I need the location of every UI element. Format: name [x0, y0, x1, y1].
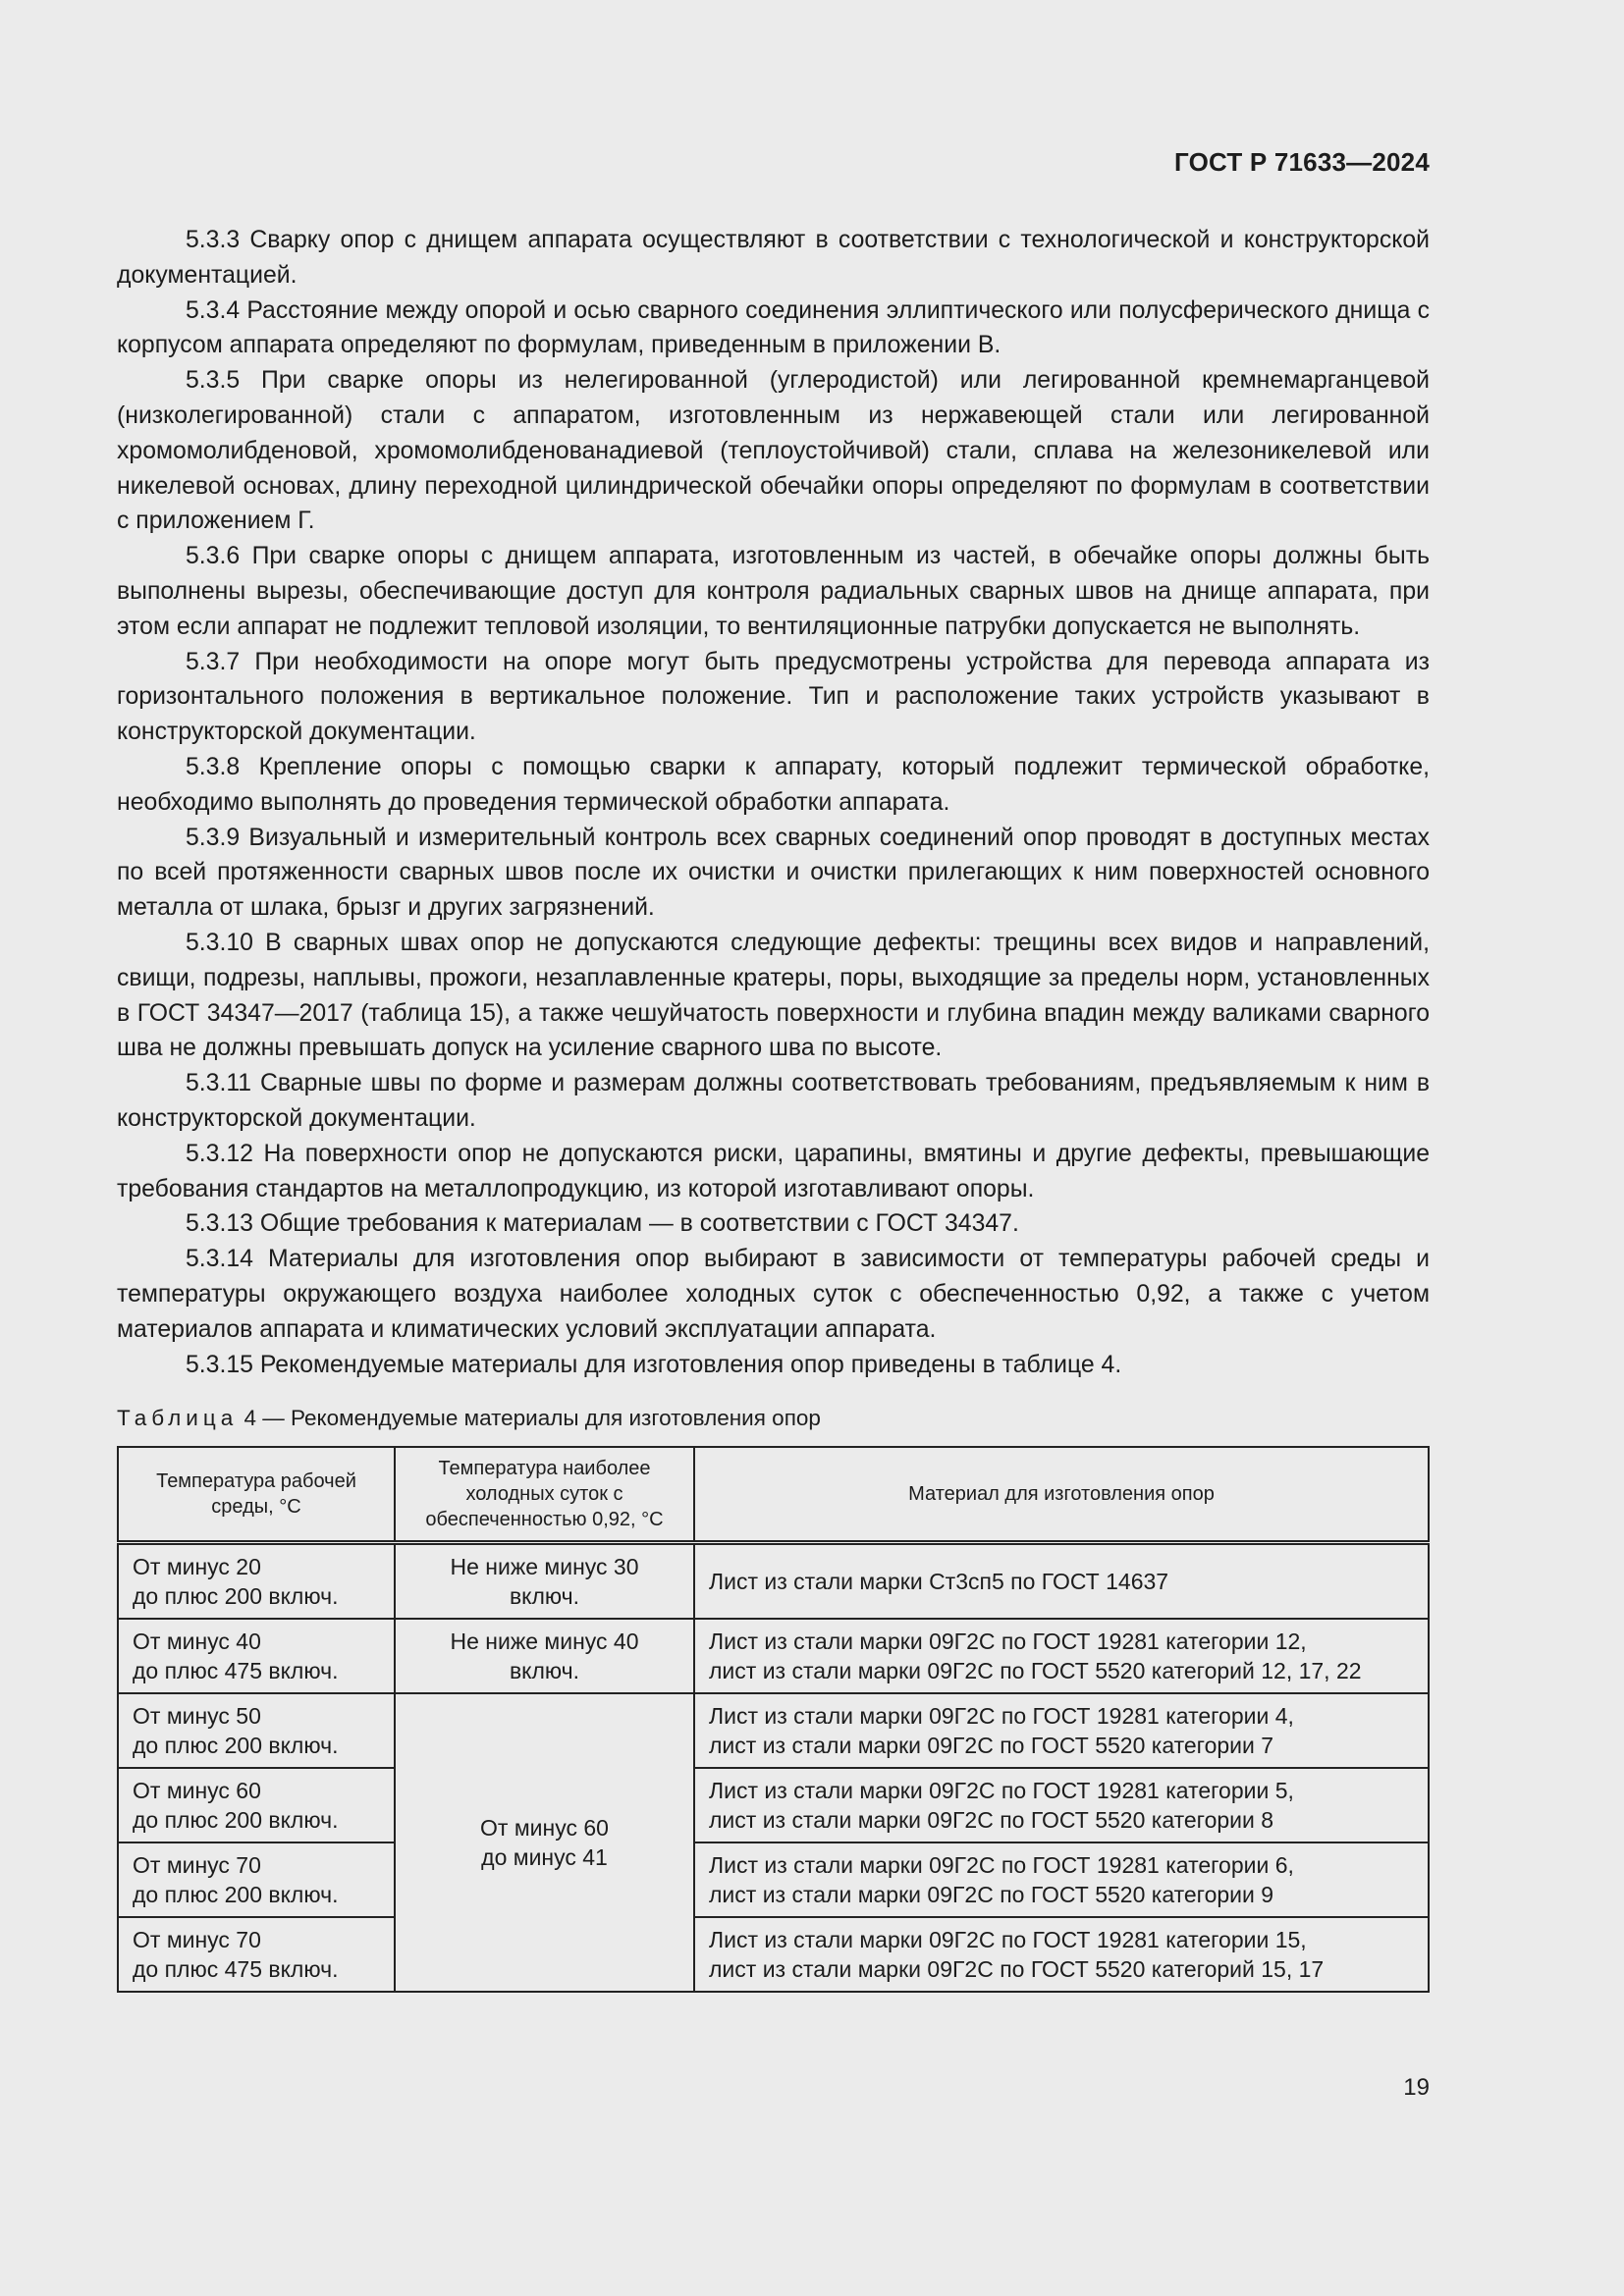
- cell-line: Лист из стали марки 09Г2С по ГОСТ 19281 категории 4,: [709, 1703, 1294, 1730]
- cell-line: до плюс 200 включ.: [133, 1583, 339, 1610]
- cell-material: [694, 1693, 1429, 1768]
- paragraph-5-3-14: 5.3.14 Материалы для изготовления опор выбирают в зависимости от температуры рабочей среды и температуры окружающего воздуха наиболее холодных суток с обеспеченностью 0,92, а также с учетом материалов аппарата и климатических условий эксплуатации аппарата.: [117, 1246, 1430, 1343]
- table-header-row: [118, 1447, 1429, 1543]
- cell-line: до минус 41: [481, 1844, 608, 1871]
- table-row: [118, 1543, 1429, 1620]
- cell-line: Лист из стали марки Ст3сп5 по ГОСТ 14637: [709, 1569, 1169, 1595]
- cell-working-temp: [118, 1693, 395, 1768]
- paragraph-5-3-8: 5.3.8 Крепление опоры с помощью сварки к аппарату, который подлежит термической обработке, необходимо выполнять до проведения термической обработки аппарата.: [117, 753, 1430, 816]
- cell-line: От минус 70: [133, 1852, 261, 1879]
- cell-material: [694, 1917, 1429, 1992]
- cell-working-temp: [118, 1619, 395, 1693]
- table-caption-title: 4 — Рекомендуемые материалы для изготовления опор: [238, 1406, 821, 1431]
- header-material: Материал для изготовления опор: [694, 1447, 1429, 1543]
- cell-material: [694, 1619, 1429, 1693]
- cell-material: [694, 1543, 1429, 1620]
- cell-line: Лист из стали марки 09Г2С по ГОСТ 19281 категории 15,: [709, 1927, 1307, 1953]
- paragraph-5-3-5: 5.3.5 При сварке опоры из нелегированной (углеродистой) или легированной кремнемарганцевой (низколегированной) стали с аппаратом, изготовленным из нержавеющей стали или легированной хромомолибденовой, хромомолибденованадиевой (теплоустойчивой) стали, сплава на железоникелевой или никелевой основах, длину переходной цилиндрической обечайки опоры определяют по формулам в соответствии с приложением Г.: [117, 367, 1430, 535]
- cell-line: лист из стали марки 09Г2С по ГОСТ 5520 категории 8: [709, 1807, 1274, 1834]
- cell-line: до плюс 200 включ.: [133, 1733, 339, 1759]
- table-row: [118, 1619, 1429, 1693]
- cell-line: От минус 70: [133, 1927, 261, 1953]
- paragraph-5-3-15: 5.3.15 Рекомендуемые материалы для изготовления опор приведены в таблице 4.: [186, 1351, 1122, 1378]
- cell-line: Не ниже минус 30: [450, 1554, 639, 1580]
- paragraph-5-3-4: 5.3.4 Расстояние между опорой и осью сварного соединения эллиптического или полусферического днища с корпусом аппарата определяют по формулам, приведенным в приложении В.: [117, 296, 1430, 359]
- cell-line: включ.: [509, 1583, 580, 1610]
- paragraph-list: [117, 223, 1430, 1382]
- cell-coldest-day-temp-merged: [395, 1693, 694, 1992]
- cell-material: [694, 1768, 1429, 1842]
- cell-line: до плюс 200 включ.: [133, 1807, 339, 1834]
- cell-line: до плюс 475 включ.: [133, 1658, 339, 1684]
- materials-table: [117, 1446, 1430, 1993]
- cell-working-temp: [118, 1917, 395, 1992]
- cell-coldest-day-temp: [395, 1619, 694, 1693]
- document-header: ГОСТ Р 71633—2024: [1174, 147, 1430, 177]
- paragraph-5-3-10: 5.3.10 В сварных швах опор не допускаются следующие дефекты: трещины всех видов и направлений, свищи, подрезы, наплывы, прожоги, незаплавленные кратеры, поры, выходящие за пределы норм, установленных в ГОСТ 34347—2017 (таблица 15), а также чешуйчатость поверхности и глубина впадин между валиками сварного шва не должны превышать допуск на усиление сварного шва по высоте.: [117, 929, 1430, 1062]
- cell-line: От минус 20: [133, 1554, 261, 1580]
- table-caption: [117, 1404, 1430, 1433]
- cell-line: Лист из стали марки 09Г2С по ГОСТ 19281 категории 5,: [709, 1778, 1294, 1804]
- paragraph-5-3-11: 5.3.11 Сварные швы по форме и размерам должны соответствовать требованиям, предъявляемым к ним в конструкторской документации.: [117, 1070, 1430, 1132]
- paragraph-5-3-3: 5.3.3 Сварку опор с днищем аппарата осуществляют в соответствии с технологической и конструкторской документацией.: [117, 227, 1430, 289]
- paragraph-5-3-13: 5.3.13 Общие требования к материалам — в соответствии с ГОСТ 34347.: [186, 1210, 1019, 1238]
- page-number: 19: [1403, 2074, 1430, 2101]
- header-coldest-day-temp: Температура наиболее холодных суток с обеспеченностью 0,92, °С: [395, 1447, 694, 1543]
- cell-line: От минус 60: [133, 1778, 261, 1804]
- cell-line: От минус 40: [133, 1629, 261, 1655]
- cell-line: лист из стали марки 09Г2С по ГОСТ 5520 категорий 12, 17, 22: [709, 1658, 1362, 1684]
- document-body: [117, 223, 1430, 1993]
- paragraph-5-3-12: 5.3.12 На поверхности опор не допускаются риски, царапины, вмятины и другие дефекты, превышающие требования стандартов на металлопродукцию, из которой изготавливают опоры.: [117, 1140, 1430, 1202]
- cell-material: [694, 1842, 1429, 1917]
- header-working-temp: Температура рабочей среды, °С: [118, 1447, 395, 1543]
- table-caption-word: Таблица: [117, 1406, 239, 1431]
- cell-line: Лист из стали марки 09Г2С по ГОСТ 19281 категории 12,: [709, 1629, 1307, 1655]
- cell-working-temp: [118, 1842, 395, 1917]
- paragraph-5-3-6: 5.3.6 При сварке опоры с днищем аппарата, изготовленным из частей, в обечайке опоры должны быть выполнены вырезы, обеспечивающие доступ для контроля радиальных сварных швов на днище аппарата, при этом если аппарат не подлежит тепловой изоляции, то вентиляционные патрубки допускается не выполнять.: [117, 543, 1430, 640]
- cell-line: лист из стали марки 09Г2С по ГОСТ 5520 категории 7: [709, 1733, 1274, 1759]
- table-row: [118, 1768, 1429, 1842]
- cell-line: От минус 60: [480, 1815, 609, 1842]
- paragraph-5-3-7: 5.3.7 При необходимости на опоре могут быть предусмотрены устройства для перевода аппарата из горизонтального положения в вертикальное положение. Тип и расположение таких устройств указывают в конструкторской документации.: [117, 648, 1430, 746]
- cell-line: включ.: [509, 1658, 580, 1684]
- table-row: [118, 1693, 1429, 1768]
- paragraph-5-3-9: 5.3.9 Визуальный и измерительный контроль всех сварных соединений опор проводят в доступных местах по всей протяженности сварных швов после их очистки и очистки прилегающих к ним поверхностей основного металла от шлака, брызг и других загрязнений.: [117, 824, 1430, 922]
- cell-coldest-day-temp: [395, 1543, 694, 1620]
- cell-line: От минус 50: [133, 1703, 261, 1730]
- cell-line: до плюс 475 включ.: [133, 1956, 339, 1983]
- cell-line: лист из стали марки 09Г2С по ГОСТ 5520 категории 9: [709, 1882, 1274, 1908]
- cell-working-temp: [118, 1768, 395, 1842]
- cell-working-temp: [118, 1543, 395, 1620]
- cell-line: Не ниже минус 40: [450, 1629, 639, 1655]
- cell-line: до плюс 200 включ.: [133, 1882, 339, 1908]
- cell-line: Лист из стали марки 09Г2С по ГОСТ 19281 категории 6,: [709, 1852, 1294, 1879]
- table-row: [118, 1842, 1429, 1917]
- table-row: [118, 1917, 1429, 1992]
- cell-line: лист из стали марки 09Г2С по ГОСТ 5520 категорий 15, 17: [709, 1956, 1325, 1983]
